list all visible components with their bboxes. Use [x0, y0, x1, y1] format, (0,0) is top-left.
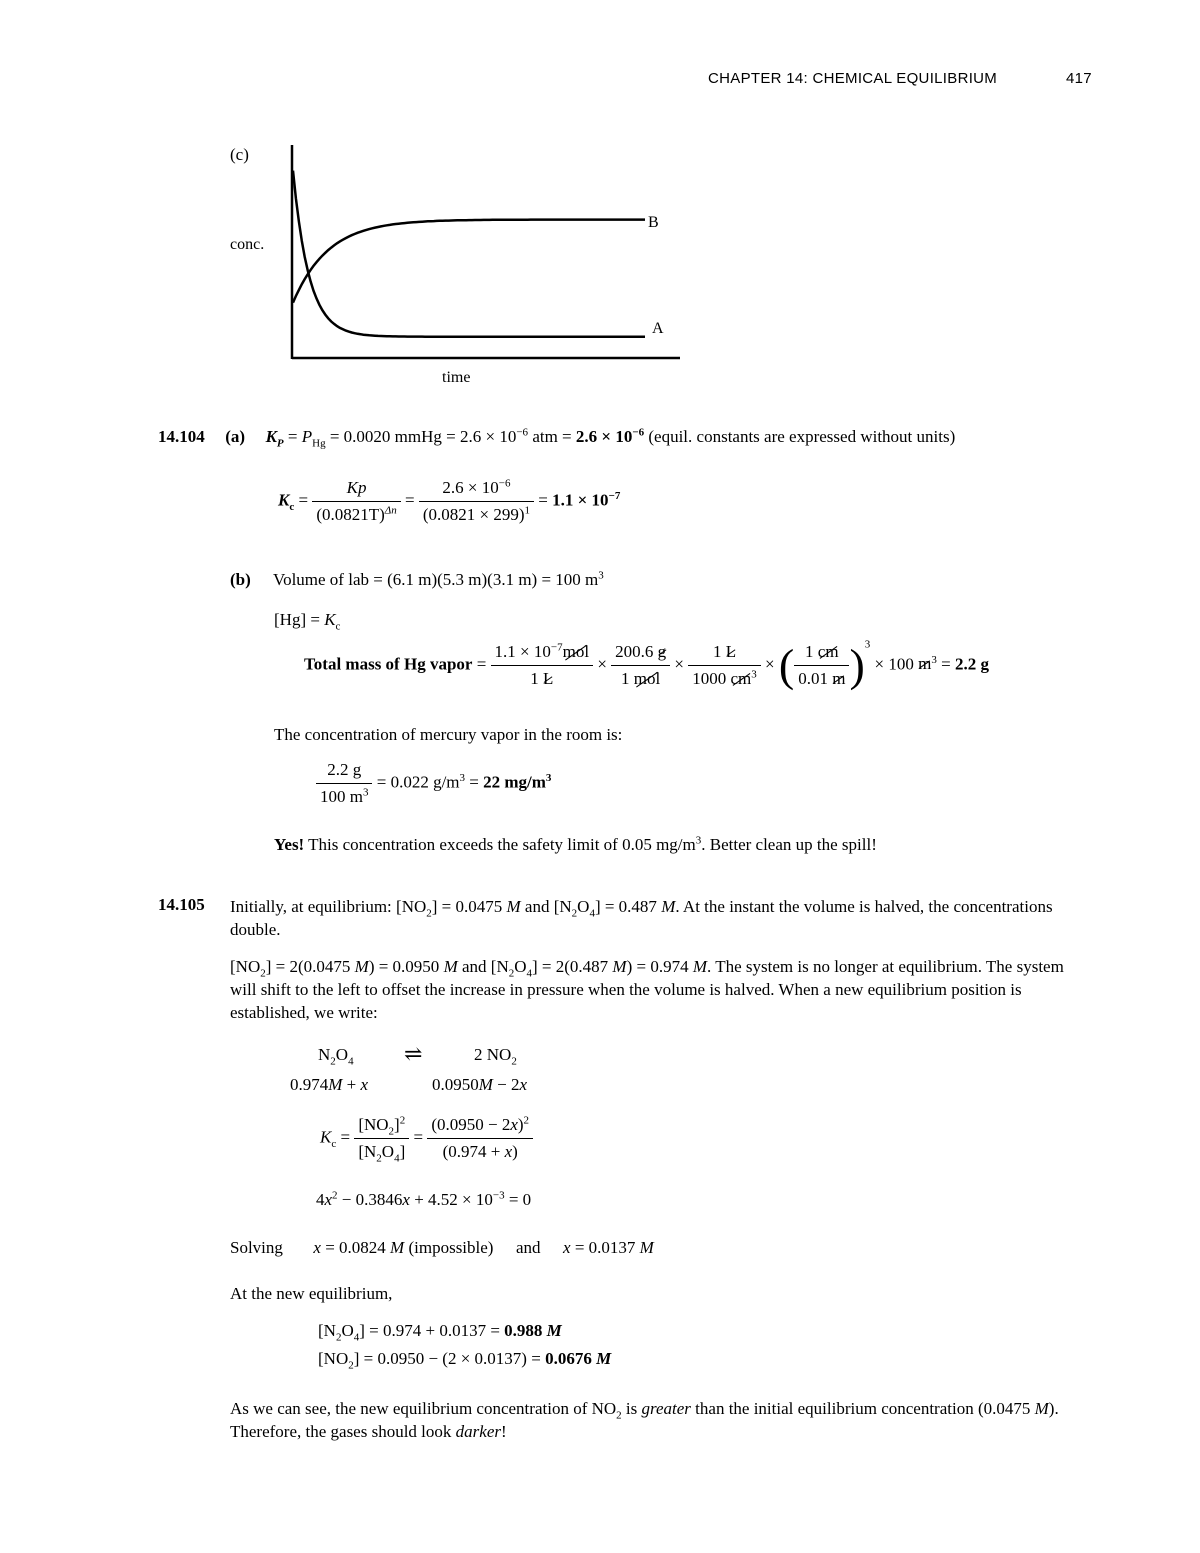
numerator [491, 642, 594, 666]
subscript: 2 [426, 907, 432, 920]
text: is [621, 1399, 642, 1418]
text: N [318, 1045, 331, 1064]
text: = [936, 654, 955, 674]
fraction [354, 1114, 409, 1165]
n2o4-result [318, 1321, 562, 1344]
exponent: 3 [931, 653, 937, 666]
chapter-title: CHAPTER 14: CHEMICAL EQUILIBRIUM [708, 70, 998, 87]
equilibrium-arrow: ⇌ [404, 1041, 423, 1066]
p-symbol: P [301, 427, 313, 446]
exponent: 3 [598, 569, 604, 582]
part-b-volume-line [230, 570, 604, 590]
cancelled-unit: m [918, 654, 932, 674]
text: 1 [712, 642, 726, 661]
denominator [312, 502, 400, 525]
exponent: 3 [545, 771, 552, 784]
curve-b-label: B [648, 214, 659, 231]
text: = 0 [504, 1190, 532, 1209]
y-axis-label: conc. [230, 236, 265, 253]
exponent: 2 [399, 1114, 406, 1127]
text: ) [512, 1142, 518, 1161]
left-paren: ( [778, 639, 795, 691]
text: × [593, 654, 612, 674]
molar-unit: M [478, 1075, 493, 1094]
text: + [342, 1075, 361, 1094]
text: O [335, 1045, 349, 1064]
yes-answer: Yes! [274, 835, 305, 854]
text: ) = 0.0950 [368, 957, 444, 976]
x-axis-label: time [442, 369, 471, 386]
text: ) = 0.974 [626, 957, 693, 976]
exponent: −6 [632, 426, 645, 439]
subscript: 2 [508, 967, 515, 980]
molar-unit: M [443, 957, 458, 976]
text: ] = 2(0.0475 [265, 957, 355, 976]
quadratic-equation [316, 1190, 531, 1210]
text: and [N [457, 957, 509, 976]
exponent: −7 [550, 641, 563, 654]
fraction [316, 760, 372, 807]
reaction-right [474, 1045, 517, 1068]
denominator [354, 1139, 409, 1165]
variable-x: x [519, 1075, 528, 1094]
kc-symbol: K [278, 490, 290, 510]
text: 1 [805, 642, 818, 661]
text: As we can see, the new equilibrium concentration of NO [230, 1399, 617, 1418]
text: 1.1 × 10 [494, 642, 551, 661]
curve-a [293, 171, 645, 337]
text: = [283, 427, 302, 446]
text: Initially, at equilibrium: [NO [230, 897, 427, 916]
molar-unit: M [639, 1238, 654, 1257]
cancelled-unit: g [657, 642, 667, 661]
fraction [491, 642, 594, 689]
subscript: 4 [353, 1331, 360, 1344]
part-b-label: (b) [230, 570, 251, 589]
exponent: 3 [695, 834, 702, 847]
total-mass-equation [304, 638, 989, 691]
denominator [316, 784, 372, 807]
subscript: 2 [571, 907, 578, 920]
exponent: Δn [384, 504, 397, 517]
text: = [465, 772, 484, 792]
solving-line [230, 1238, 654, 1258]
part-c-label: (c) [230, 145, 249, 164]
exponent: −6 [516, 426, 529, 439]
text: and [515, 1238, 541, 1257]
kc-subscript: c [335, 620, 341, 633]
text: [N [358, 1142, 377, 1161]
curve-a-label: A [652, 320, 664, 337]
text: O [341, 1321, 354, 1340]
subscript: 2 [376, 1152, 382, 1165]
total-mass-label: Total mass of Hg vapor [304, 654, 473, 674]
molar-unit: M [612, 957, 627, 976]
subscript: 2 [388, 1125, 395, 1138]
exponent: 3 [362, 786, 369, 799]
text: (0.974 + [442, 1142, 505, 1161]
text: 0.01 [798, 669, 833, 688]
text: ] [399, 1142, 406, 1161]
text: = [472, 654, 491, 674]
text: ] [394, 1115, 400, 1134]
text: + 4.52 × 10 [409, 1190, 493, 1209]
no2-result [318, 1349, 612, 1372]
text: 1000 [692, 669, 731, 688]
text: O [514, 957, 527, 976]
text: 2 NO [474, 1045, 512, 1064]
running-header [708, 70, 997, 87]
fraction [611, 642, 670, 689]
numerator [611, 642, 670, 666]
equilibrium-left-expression [290, 1075, 368, 1095]
text: [NO [230, 957, 261, 976]
subscript: 4 [526, 967, 532, 980]
text: = [538, 490, 553, 510]
subscript: 2 [335, 1331, 342, 1344]
subscript: 2 [616, 1409, 622, 1422]
numerator [688, 642, 761, 666]
denominator [794, 666, 849, 689]
text: . At the instant the volume is halved, the concentrations double. [230, 897, 1053, 939]
equilibrium-right-expression [432, 1075, 527, 1095]
text: than the initial equilibrium concentration (0.0475 [690, 1399, 1035, 1418]
fraction [312, 478, 400, 525]
mass-answer: 2.2 g [954, 654, 989, 674]
problem-105-paragraph-2 [230, 955, 1090, 1024]
text: 100 m [320, 787, 363, 806]
cancelled-unit: mol [633, 669, 661, 688]
denominator [688, 666, 761, 689]
n2o4-answer: 0.988 [504, 1321, 547, 1340]
denominator [427, 1139, 533, 1162]
subscript: 2 [511, 1055, 517, 1068]
hg-conc-line [274, 610, 341, 633]
text: (impossible) [404, 1238, 494, 1257]
text: ] = 0.487 [594, 897, 662, 916]
text: atm = [528, 427, 576, 446]
variable-x: x [563, 1238, 571, 1257]
numerator [794, 642, 849, 666]
fraction [794, 642, 849, 689]
emphasis-darker: darker [455, 1422, 501, 1441]
molar-unit: M [692, 957, 708, 976]
text: ] = 2(0.487 [532, 957, 613, 976]
final-conclusion [230, 1397, 1090, 1443]
denominator [419, 502, 534, 525]
numerator [354, 1115, 409, 1139]
text: 1 [530, 669, 543, 688]
variable-x: x [510, 1115, 518, 1134]
molar-unit: M [546, 1321, 562, 1340]
text: (0.0950 − 2 [431, 1115, 511, 1134]
text: − 0.3846 [337, 1190, 403, 1209]
cancelled-unit: m [832, 669, 846, 688]
cancelled-unit: mol [562, 642, 590, 661]
kp-subscript: P [276, 437, 284, 450]
kp-answer: 2.6 × 10 [575, 427, 633, 446]
problem-number-105: 14.105 [158, 895, 205, 914]
text: O [381, 1142, 395, 1161]
subscript: 4 [394, 1152, 400, 1165]
cancelled-unit: L [725, 642, 737, 661]
concentration-answer: 22 mg/m [483, 772, 546, 792]
text: O [577, 897, 590, 916]
safety-conclusion [274, 835, 877, 855]
text: ] = 0.0950 − (2 × 0.0137) = [353, 1349, 546, 1368]
text: ] = 0.974 + 0.0137 = [359, 1321, 505, 1340]
subscript: 4 [348, 1055, 354, 1068]
variable-x: x [324, 1190, 333, 1209]
kc-subscript: c [331, 1137, 337, 1150]
exponent: 2 [523, 1114, 530, 1127]
text: = [413, 1127, 428, 1147]
text: = [294, 490, 313, 510]
page-number: 417 [1066, 70, 1092, 87]
denominator [611, 666, 670, 689]
kc-subscript: c [289, 500, 295, 513]
kc-symbol: K [320, 1127, 332, 1147]
part-a-label: (a) [225, 427, 246, 446]
text: = [336, 1127, 355, 1147]
subscript: 2 [260, 967, 266, 980]
solving-label: Solving [230, 1238, 283, 1257]
text: ) [517, 1115, 524, 1134]
numerator: 2.2 g [316, 760, 372, 784]
kp-symbol: K [265, 427, 277, 446]
problem-104-a-line [158, 426, 956, 450]
hg-subscript: Hg [312, 437, 326, 450]
exponent: 3 [864, 638, 871, 651]
reaction-left [318, 1045, 354, 1068]
right-paren: ) [849, 639, 865, 691]
cancelled-unit: cm [730, 669, 752, 688]
text: = [405, 490, 419, 510]
numerator: Kp [312, 478, 400, 502]
text: × [760, 654, 779, 674]
text: [NO [318, 1349, 349, 1368]
denominator [491, 666, 594, 689]
kc-answer: 1.1 × 10 [552, 490, 609, 510]
no2-answer: 0.0676 [545, 1349, 597, 1368]
text: × 100 [870, 654, 919, 674]
subscript: 2 [330, 1055, 336, 1068]
text: 0.0950 [432, 1075, 479, 1094]
text: 2.6 × 10 [442, 478, 499, 497]
molar-unit: M [390, 1238, 405, 1257]
text: This concentration exceeds the safety limit of 0.05 mg/m [304, 835, 696, 854]
concentration-equation [316, 760, 551, 807]
subscript: 2 [348, 1359, 354, 1372]
text: ! [501, 1422, 507, 1441]
text: × [670, 654, 689, 674]
exponent: −3 [492, 1189, 505, 1202]
molar-unit: M [661, 897, 676, 916]
variable-x: x [402, 1190, 410, 1209]
text: 200.6 [615, 642, 658, 661]
problem-number-104: 14.104 [158, 427, 205, 446]
fraction [427, 1115, 533, 1162]
numerator [419, 478, 534, 502]
molar-unit: M [596, 1349, 612, 1368]
subscript: 4 [589, 907, 595, 920]
new-equilibrium-intro: At the new equilibrium, [230, 1284, 393, 1303]
text: [Hg] = [274, 610, 325, 629]
exponent: 2 [332, 1189, 338, 1202]
text: = 0.0020 mmHg = 2.6 × 10 [325, 427, 517, 446]
fraction [419, 478, 534, 525]
text: − 2 [492, 1075, 520, 1094]
text: [N [318, 1321, 336, 1340]
kc-equation [278, 478, 620, 525]
exponent: 1 [524, 504, 531, 517]
exponent: −7 [608, 489, 621, 502]
variable-x: x [504, 1142, 513, 1161]
text: 1 [621, 669, 634, 688]
text: = 0.0137 [570, 1238, 640, 1257]
problem-105-paragraph-1 [230, 895, 1090, 941]
text: 0.974 [290, 1075, 329, 1094]
text: and [N [520, 897, 572, 916]
cancelled-unit: cm [817, 642, 839, 661]
variable-x: x [313, 1238, 321, 1257]
numerator [427, 1115, 533, 1139]
text: 4 [316, 1190, 325, 1209]
exponent: 3 [751, 668, 757, 681]
molar-unit: M [506, 897, 521, 916]
concentration-intro: The concentration of mercury vapor in the room is: [274, 725, 623, 744]
exponent: −6 [498, 477, 511, 490]
text: . Better clean up the spill! [701, 835, 877, 854]
text: ). Therefore, the gases should look [230, 1399, 1059, 1441]
variable-x: x [360, 1075, 369, 1094]
kc-symbol: K [324, 610, 336, 629]
kc-expression [320, 1114, 533, 1165]
text: = 0.022 g/m [372, 772, 460, 792]
fraction [688, 642, 761, 689]
text: [NO [358, 1115, 389, 1134]
text: = 0.0824 [320, 1238, 391, 1257]
text: (0.0821T) [316, 505, 385, 524]
text: . The system is no longer at equilibrium. The system will shift to the left to offset the increase in pressure when the volume is halved. When a new equilibrium position is established, we write: [230, 957, 1064, 1022]
molar-unit: M [328, 1075, 343, 1094]
molar-unit: M [1034, 1399, 1049, 1418]
units-note: (equil. constants are expressed without units) [644, 427, 956, 446]
emphasis-greater: greater [641, 1399, 691, 1418]
text: ] = 0.0475 [431, 897, 507, 916]
text: (0.0821 × 299) [422, 505, 525, 524]
molar-unit: M [354, 957, 369, 976]
volume-text: Volume of lab = (6.1 m)(5.3 m)(3.1 m) = 100 m [272, 570, 599, 589]
concentration-time-graph [285, 145, 685, 365]
curve-b [293, 220, 645, 303]
exponent: 3 [459, 771, 466, 784]
cancelled-unit: L [542, 669, 554, 688]
